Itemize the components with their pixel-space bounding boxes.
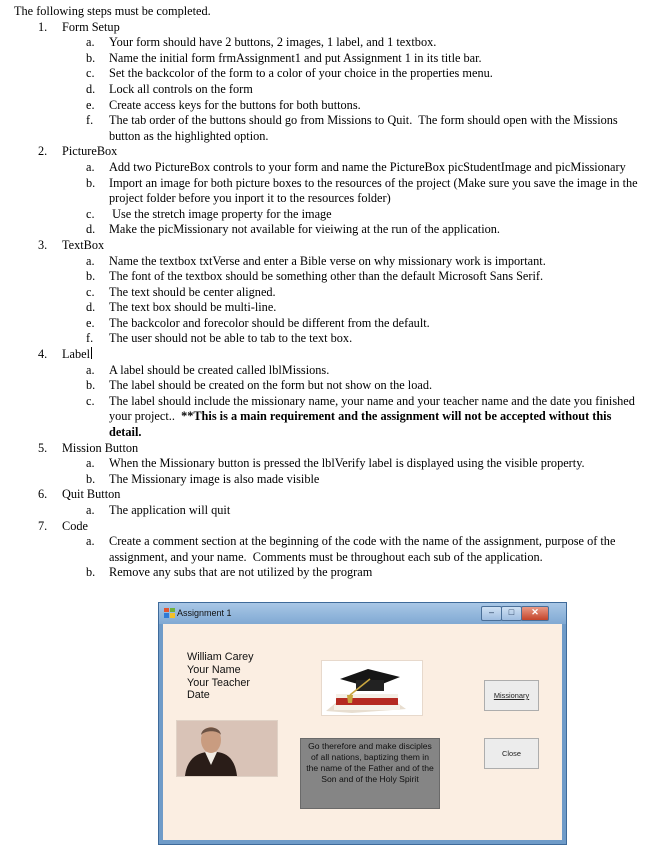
step-item bbox=[14, 35, 654, 51]
section-number: 1. bbox=[38, 19, 48, 34]
step-letter: a. bbox=[86, 456, 95, 471]
step-text: The tab order of the buttons should go from Missions to Quit. The form should open with the Missions button as the highlighted option. bbox=[109, 113, 621, 143]
step-requirement-note: **This is a main requirement and the assignment will not be accepted without this detail. bbox=[109, 409, 612, 440]
minimize-button[interactable]: – bbox=[481, 606, 502, 621]
step-item bbox=[14, 269, 654, 285]
step-letter: f. bbox=[86, 331, 94, 346]
step-letter: b. bbox=[86, 269, 96, 284]
section-heading bbox=[14, 238, 654, 254]
step-letter: c. bbox=[86, 284, 95, 299]
step-letter: d. bbox=[86, 81, 96, 96]
intro-text: The following steps must be completed. bbox=[14, 4, 211, 18]
student-picture bbox=[321, 660, 423, 716]
step-text: When the Missionary button is pressed the lblVerify label is displayed using the visible property. bbox=[109, 456, 585, 471]
step-text: Name the initial form frmAssignment1 and put Assignment 1 in its title bar. bbox=[109, 50, 482, 65]
step-letter: b. bbox=[86, 471, 96, 486]
section-number: 7. bbox=[38, 518, 48, 533]
maximize-button[interactable]: □ bbox=[501, 606, 522, 621]
step-item bbox=[14, 98, 654, 114]
step-text: Add two PictureBox controls to your form and name the PictureBox picStudentImage and picMissionary bbox=[109, 159, 626, 174]
step-list bbox=[14, 363, 654, 441]
step-item bbox=[14, 331, 654, 347]
section-title: Mission Button bbox=[62, 440, 139, 455]
step-text: The Missionary image is also made visible bbox=[109, 471, 320, 486]
step-text: A label should be created called lblMissions. bbox=[109, 362, 330, 377]
step-letter: d. bbox=[86, 222, 96, 237]
step-item bbox=[14, 66, 654, 82]
step-letter: d. bbox=[86, 300, 96, 315]
step-letter: c. bbox=[86, 66, 95, 81]
step-text: Import an image for both picture boxes to the resources of the project (Make sure you save the image in the project folder before you inport it to the resources folder) bbox=[109, 175, 641, 206]
step-text: The application will quit bbox=[109, 503, 231, 517]
section-5 bbox=[14, 441, 654, 488]
portrait-image bbox=[177, 721, 277, 776]
step-item bbox=[14, 300, 654, 316]
form-window bbox=[158, 602, 567, 845]
section-title: PictureBox bbox=[62, 144, 118, 159]
form-client-area bbox=[163, 624, 562, 840]
step-text: The backcolor and forecolor should be different from the default. bbox=[109, 315, 430, 330]
section-7 bbox=[14, 519, 654, 581]
step-item bbox=[14, 394, 654, 441]
step-text: Set the backcolor of the form to a color of your choice in the properties menu. bbox=[109, 66, 493, 81]
step-item bbox=[14, 254, 654, 270]
missions-label bbox=[187, 651, 254, 702]
window-title: Assignment 1 bbox=[177, 608, 232, 618]
section-2 bbox=[14, 144, 654, 238]
step-item bbox=[14, 472, 654, 488]
section-list bbox=[14, 20, 654, 581]
step-letter: a. bbox=[86, 503, 95, 517]
section-number: 3. bbox=[38, 237, 48, 252]
app-icon bbox=[164, 608, 175, 618]
step-letter: c. bbox=[86, 393, 95, 408]
step-letter: e. bbox=[86, 315, 95, 330]
step-list bbox=[14, 456, 654, 487]
section-heading bbox=[14, 144, 654, 160]
step-item bbox=[14, 534, 654, 565]
title-bar[interactable] bbox=[159, 603, 566, 624]
step-text: Lock all controls on the form bbox=[109, 81, 253, 96]
step-item bbox=[14, 82, 654, 98]
step-letter: b. bbox=[86, 565, 96, 580]
step-item bbox=[14, 285, 654, 301]
step-letter: e. bbox=[86, 97, 95, 112]
step-item bbox=[14, 363, 654, 379]
step-text: Create access keys for the buttons for both buttons. bbox=[109, 97, 361, 112]
section-title: Quit Button bbox=[62, 487, 121, 502]
verse-textbox[interactable]: Go therefore and make disciples of all nations, baptizing them in the name of the Father and of the Son and of the Holy Spirit bbox=[300, 738, 440, 809]
step-text: The text should be center aligned. bbox=[109, 284, 276, 299]
section-1 bbox=[14, 20, 654, 145]
section-6 bbox=[14, 487, 654, 518]
step-item bbox=[14, 378, 654, 394]
quit-button[interactable]: Close bbox=[484, 738, 539, 769]
section-title: TextBox bbox=[62, 237, 105, 252]
label-line-date: Date bbox=[187, 689, 210, 702]
step-item bbox=[14, 51, 654, 67]
section-heading bbox=[14, 487, 654, 503]
step-item bbox=[14, 565, 654, 581]
section-title: Form Setup bbox=[62, 19, 120, 34]
step-item bbox=[14, 207, 654, 223]
step-text: The user should not be able to tab to the text box. bbox=[109, 331, 353, 346]
section-4 bbox=[14, 347, 654, 441]
step-letter: a. bbox=[86, 253, 95, 268]
step-item bbox=[14, 316, 654, 332]
step-list bbox=[14, 254, 654, 348]
step-letter: f. bbox=[86, 113, 94, 128]
step-list bbox=[14, 503, 654, 519]
step-item bbox=[14, 160, 654, 176]
section-number: 6. bbox=[38, 487, 48, 502]
step-item bbox=[14, 176, 654, 207]
step-letter: a. bbox=[86, 362, 95, 377]
step-list bbox=[14, 534, 654, 581]
missionary-picture bbox=[176, 720, 278, 777]
step-text: The text box should be multi-line. bbox=[109, 300, 277, 315]
step-item bbox=[14, 503, 654, 519]
step-letter: c. bbox=[86, 206, 95, 221]
step-item bbox=[14, 222, 654, 238]
label-line-missionary: William Carey bbox=[187, 651, 254, 663]
step-letter: a. bbox=[86, 534, 95, 549]
graduation-cap-image bbox=[322, 661, 422, 715]
step-letter: a. bbox=[86, 159, 95, 174]
step-text: Make the picMissionary not available for vieiwing at the run of the application. bbox=[109, 222, 500, 237]
step-text: Create a comment section at the beginning of the code with the name of the assignment, purpose of the assignment, and your name. Comments must be throughout each sub of the application. bbox=[109, 534, 619, 564]
section-title: Label bbox=[62, 347, 90, 362]
section-number: 2. bbox=[38, 144, 48, 159]
section-3 bbox=[14, 238, 654, 347]
section-heading bbox=[14, 519, 654, 535]
section-heading bbox=[14, 347, 654, 363]
assignment-document bbox=[14, 4, 654, 581]
step-item bbox=[14, 456, 654, 472]
step-letter: b. bbox=[86, 50, 96, 65]
step-text: The label should include the missionary name, your name and your teacher name and the date you finished your project.. bbox=[109, 393, 638, 424]
label-line-name: Your Name bbox=[187, 663, 241, 676]
step-letter: b. bbox=[86, 378, 96, 393]
step-text: Your form should have 2 buttons, 2 images, 1 label, and 1 textbox. bbox=[109, 35, 437, 50]
step-item bbox=[14, 113, 654, 144]
section-number: 4. bbox=[38, 347, 48, 362]
section-heading bbox=[14, 441, 654, 457]
section-title: Code bbox=[62, 518, 88, 533]
text-cursor bbox=[91, 347, 92, 359]
label-line-teacher: Your Teacher bbox=[187, 676, 251, 689]
step-list bbox=[14, 35, 654, 144]
step-text: Remove any subs that are not utilized by the program bbox=[109, 565, 373, 580]
close-window-button[interactable]: ✕ bbox=[521, 606, 549, 621]
step-text: Name the textbox txtVerse and enter a Bible verse on why missionary work is important. bbox=[109, 253, 546, 268]
step-letter: b. bbox=[86, 175, 96, 190]
missionary-button[interactable]: Missionary bbox=[484, 680, 539, 711]
step-text: Use the stretch image property for the image bbox=[109, 206, 332, 221]
step-text: The font of the textbox should be something other than the default Microsoft Sans Serif. bbox=[109, 269, 544, 284]
step-list bbox=[14, 160, 654, 238]
step-text: The label should be created on the form but not show on the load. bbox=[109, 378, 433, 393]
section-heading bbox=[14, 20, 654, 36]
section-number: 5. bbox=[38, 440, 48, 455]
step-letter: a. bbox=[86, 35, 95, 50]
